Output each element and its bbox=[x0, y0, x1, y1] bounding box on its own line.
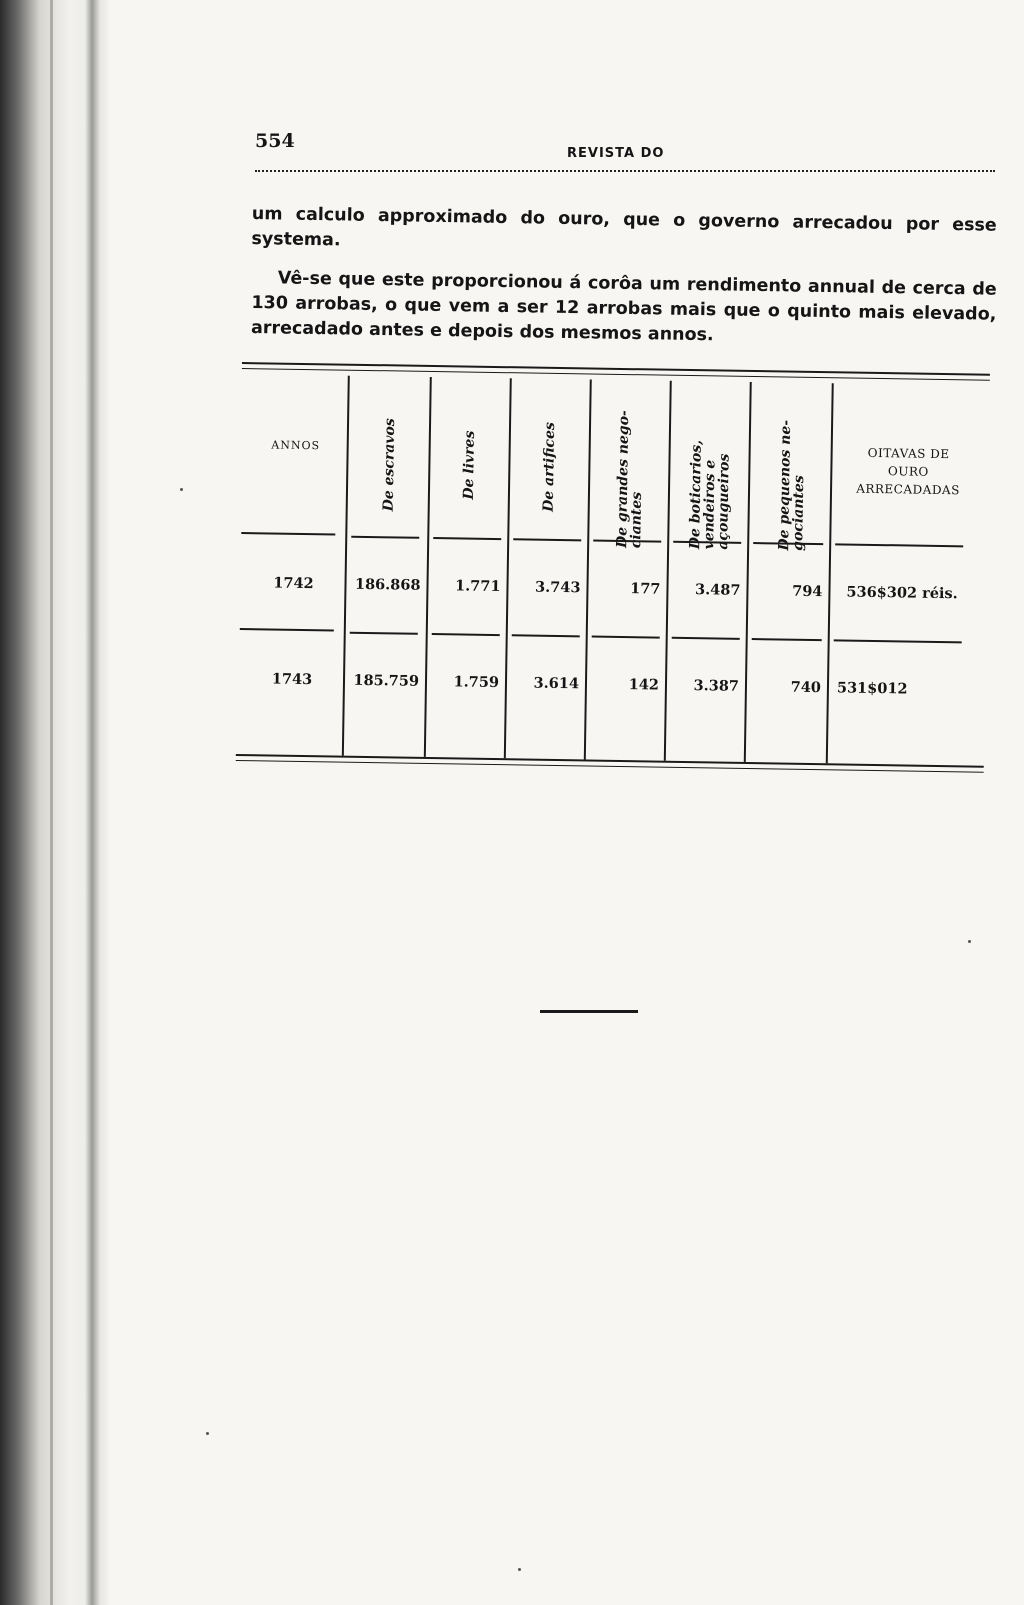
table-bottom-rule bbox=[236, 754, 984, 773]
column-divider bbox=[424, 377, 432, 757]
header-oitavas-line1: OITAVAS DE bbox=[867, 445, 950, 462]
row-separator bbox=[432, 633, 500, 636]
column-divider bbox=[584, 379, 592, 759]
cell-oitavas: 531$012 bbox=[836, 679, 908, 698]
cell-pequenos-negociantes: 740 bbox=[790, 678, 822, 697]
header-underline bbox=[241, 532, 335, 535]
column-divider bbox=[826, 383, 834, 763]
cell-escravos: 185.759 bbox=[353, 671, 420, 690]
speck bbox=[968, 940, 971, 943]
header-grandes-negociantes: De grandes nego-ciantes bbox=[614, 410, 646, 549]
header-annos: ANNOS bbox=[271, 438, 321, 453]
end-rule bbox=[540, 1010, 638, 1013]
gold-tax-table bbox=[236, 362, 990, 776]
cell-grandes-negociantes: 142 bbox=[628, 676, 660, 694]
cell-boticarios: 3.487 bbox=[694, 581, 741, 599]
row-separator bbox=[592, 636, 660, 639]
row-separator bbox=[512, 634, 580, 637]
header-artifices: De artifices bbox=[540, 421, 559, 512]
cell-year: 1742 bbox=[273, 574, 314, 593]
header-livres: De livres bbox=[460, 431, 478, 501]
paragraph-2: Vê-se que este proporcionou á corôa um rendimento annual de cerca de 130 arrobas, o que vem a ser 12 arrobas mais que o quinto mais elevado, arrecadado antes e depois dos mesmos annos. bbox=[250, 268, 997, 346]
column-divider bbox=[664, 381, 672, 761]
cell-livres: 1.771 bbox=[454, 577, 501, 596]
cell-artifices: 3.743 bbox=[534, 578, 581, 597]
cell-livres: 1.759 bbox=[453, 673, 500, 692]
cell-artifices: 3.614 bbox=[533, 674, 580, 693]
cell-year: 1743 bbox=[271, 670, 313, 689]
paragraph-1: um calculo approximado do ouro, que o governo arrecadou por esse systema. bbox=[251, 203, 997, 251]
cell-grandes-negociantes: 177 bbox=[630, 580, 661, 598]
row-separator bbox=[240, 628, 334, 631]
cell-boticarios: 3.387 bbox=[693, 677, 740, 695]
row-separator bbox=[834, 639, 962, 643]
header-rule bbox=[255, 170, 995, 172]
header-pequenos-negociantes: De pequenos ne-gociantes bbox=[776, 419, 808, 551]
header-escravos: De escravos bbox=[380, 417, 399, 511]
header-boticarios: De boticarios, vendeiros e açougueiros bbox=[687, 439, 733, 550]
header-oitavas-line3: ARRECADADAS bbox=[856, 481, 960, 498]
cell-pequenos-negociantes: 794 bbox=[792, 582, 823, 601]
speck bbox=[180, 488, 183, 491]
column-divider bbox=[342, 376, 350, 756]
header-oitavas-line2: OURO bbox=[887, 464, 929, 479]
row-separator bbox=[752, 638, 822, 641]
speck bbox=[518, 1568, 521, 1571]
header-oitavas bbox=[838, 443, 979, 499]
row-separator bbox=[672, 637, 740, 640]
cell-oitavas: 536$302 réis. bbox=[846, 583, 958, 603]
table-top-rule bbox=[242, 362, 990, 381]
cell-escravos: 186.868 bbox=[354, 575, 421, 594]
column-divider bbox=[504, 378, 512, 758]
header-underline bbox=[835, 543, 963, 547]
running-head: REVISTA DO bbox=[567, 146, 665, 161]
page-number: 554 bbox=[255, 130, 295, 152]
speck bbox=[206, 1432, 209, 1435]
book-binding-shadow bbox=[0, 0, 110, 1605]
column-divider bbox=[744, 382, 752, 762]
row-separator bbox=[350, 632, 418, 635]
binding-edge bbox=[50, 0, 53, 1605]
